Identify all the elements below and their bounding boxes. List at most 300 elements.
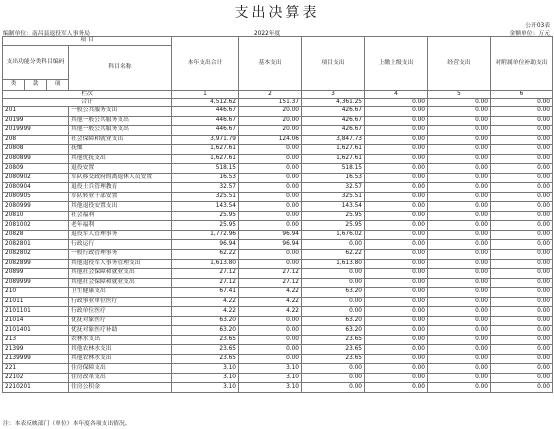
row-code: 221 xyxy=(3,364,69,374)
currency-label: 金额单位：万元 xyxy=(509,31,550,37)
row-value-3: 63.20 xyxy=(302,326,365,336)
row-value-4: 0.00 xyxy=(365,145,428,155)
row-value-1: 27.12 xyxy=(172,278,239,288)
table-row xyxy=(3,135,553,145)
row-value-1: 4.22 xyxy=(172,307,239,317)
row-value-3: 426.67 xyxy=(302,126,365,136)
row-value-3: 0.00 xyxy=(302,373,365,383)
row-code: 2210201 xyxy=(3,383,69,393)
col-header-4: 上缴上级支出 xyxy=(365,37,428,91)
row-value-2: 0.00 xyxy=(239,316,302,326)
row-name: 一般公共服务支出 xyxy=(69,107,172,117)
row-name: 其他优抚支出 xyxy=(69,154,172,164)
row-value-6: 0.00 xyxy=(491,135,553,145)
row-value-4: 0.00 xyxy=(365,249,428,259)
col-num-3: 3 xyxy=(302,91,365,99)
row-name: 其他退役安置支出 xyxy=(69,202,172,212)
row-code: 20199 xyxy=(3,116,69,126)
page-title: 支出决算表 xyxy=(234,5,320,21)
row-value-1: 25.95 xyxy=(172,211,239,221)
row-value-4: 0.00 xyxy=(365,183,428,193)
row-value-2: 3.10 xyxy=(239,383,302,393)
row-name: 老年福利 xyxy=(69,221,172,231)
row-value-2: 0.00 xyxy=(239,173,302,183)
row-value-2: 3.10 xyxy=(239,373,302,383)
row-name: 退役安置 xyxy=(69,164,172,174)
row-value-6: 0.00 xyxy=(491,211,553,221)
table-row xyxy=(3,192,553,202)
row-value-1: 63.20 xyxy=(172,326,239,336)
row-name: 军队移交政府的离退休人员安置 xyxy=(69,173,172,183)
row-code: 2082802 xyxy=(3,249,69,259)
row-code: 2080904 xyxy=(3,183,69,193)
row-value-2: 4.22 xyxy=(239,307,302,317)
name-header: 科目名称 xyxy=(69,46,172,91)
table-note: 注：本表反映部门（单位）本年度各项支出情况。 xyxy=(3,421,131,427)
row-code: 201 xyxy=(3,107,69,117)
row-code: 2101401 xyxy=(3,326,69,336)
row-value-5: 0.00 xyxy=(428,307,491,317)
row-value-6: 0.00 xyxy=(491,249,553,259)
row-value-5: 0.00 xyxy=(428,364,491,374)
row-value-4: 0.00 xyxy=(365,345,428,355)
row-value-2: 0.00 xyxy=(239,202,302,212)
row-value-1: 62.22 xyxy=(172,249,239,259)
row-value-5: 0.00 xyxy=(428,354,491,364)
row-value-6: 0.00 xyxy=(491,288,553,298)
col-num-2: 2 xyxy=(239,91,302,99)
row-code: 213 xyxy=(3,335,69,345)
row-value-6: 0.00 xyxy=(491,240,553,250)
row-value-4: 0.00 xyxy=(365,240,428,250)
row-code: 2081002 xyxy=(3,221,69,231)
row-value-2: 0.00 xyxy=(239,145,302,155)
row-value-3: 1,627.61 xyxy=(302,145,365,155)
table-row xyxy=(3,335,553,345)
xiang-header: 项 xyxy=(47,80,69,91)
item-header: 项 目 xyxy=(3,37,172,46)
table-row xyxy=(3,345,553,355)
row-name: 其他一般公共服务支出 xyxy=(69,116,172,126)
row-value-4: 0.00 xyxy=(365,297,428,307)
table-row xyxy=(3,249,553,259)
table-row xyxy=(3,326,553,336)
row-value-4: 0.00 xyxy=(365,221,428,231)
table-row xyxy=(3,316,553,326)
row-value-4: 0.00 xyxy=(365,164,428,174)
row-value-6: 0.00 xyxy=(491,107,553,117)
row-value-3: 16.53 xyxy=(302,173,365,183)
table-row xyxy=(3,288,553,298)
row-name: 社会福利 xyxy=(69,211,172,221)
row-value-6: 0.00 xyxy=(491,326,553,336)
row-code: 210 xyxy=(3,288,69,298)
row-value-3: 25.95 xyxy=(302,221,365,231)
row-code: 20810 xyxy=(3,211,69,221)
row-value-3: 143.54 xyxy=(302,202,365,212)
row-value-6: 0.00 xyxy=(491,183,553,193)
row-value-4: 0.00 xyxy=(365,135,428,145)
row-value-6: 0.00 xyxy=(491,278,553,288)
row-value-2: 0.00 xyxy=(239,259,302,269)
col-header-5: 经营支出 xyxy=(428,37,491,91)
row-value-6: 0.00 xyxy=(491,230,553,240)
row-name: 其他社会保障和就业支出 xyxy=(69,278,172,288)
row-value-1: 16.53 xyxy=(172,173,239,183)
row-value-1: 27.12 xyxy=(172,269,239,279)
row-value-3: 426.67 xyxy=(302,116,365,126)
row-value-3: 63.20 xyxy=(302,316,365,326)
row-value-4: 0.00 xyxy=(365,278,428,288)
row-value-2: 124.06 xyxy=(239,135,302,145)
row-value-4: 0.00 xyxy=(365,354,428,364)
table-row xyxy=(3,145,553,155)
table-row xyxy=(3,269,553,279)
col-num-5: 5 xyxy=(428,91,491,99)
row-value-4: 0.00 xyxy=(365,116,428,126)
row-value-4: 0.00 xyxy=(365,373,428,383)
row-name: 住房改革支出 xyxy=(69,373,172,383)
row-code: 20828 xyxy=(3,230,69,240)
row-value-3: 62.22 xyxy=(302,249,365,259)
row-value-3: 23.65 xyxy=(302,354,365,364)
total-value-5: 0.00 xyxy=(428,99,491,107)
row-value-5: 0.00 xyxy=(428,183,491,193)
row-value-1: 518.15 xyxy=(172,164,239,174)
row-name: 行政单位医疗 xyxy=(69,307,172,317)
row-value-4: 0.00 xyxy=(365,259,428,269)
row-value-4: 0.00 xyxy=(365,107,428,117)
row-value-6: 0.00 xyxy=(491,373,553,383)
row-code: 2080902 xyxy=(3,173,69,183)
row-name: 优抚对象医疗 xyxy=(69,316,172,326)
table-row xyxy=(3,154,553,164)
row-name: 卫生健康支出 xyxy=(69,288,172,298)
row-value-1: 23.65 xyxy=(172,335,239,345)
row-value-1: 96.94 xyxy=(172,240,239,250)
row-value-6: 0.00 xyxy=(491,307,553,317)
total-value-6: 0.00 xyxy=(491,99,553,107)
row-value-6: 0.00 xyxy=(491,269,553,279)
row-value-5: 0.00 xyxy=(428,145,491,155)
row-code: 20899 xyxy=(3,269,69,279)
row-value-2: 0.00 xyxy=(239,154,302,164)
row-value-5: 0.00 xyxy=(428,249,491,259)
row-value-6: 0.00 xyxy=(491,154,553,164)
form-code: 公开03表 xyxy=(525,23,550,29)
row-value-2: 0.00 xyxy=(239,192,302,202)
row-value-2: 20.00 xyxy=(239,126,302,136)
row-value-4: 0.00 xyxy=(365,307,428,317)
table-row xyxy=(3,297,553,307)
row-value-5: 0.00 xyxy=(428,288,491,298)
row-value-4: 0.00 xyxy=(365,192,428,202)
row-value-6: 0.00 xyxy=(491,354,553,364)
row-value-5: 0.00 xyxy=(428,259,491,269)
row-value-1: 1,627.61 xyxy=(172,145,239,155)
row-value-5: 0.00 xyxy=(428,211,491,221)
row-value-6: 0.00 xyxy=(491,173,553,183)
row-value-5: 0.00 xyxy=(428,345,491,355)
row-value-2: 96.94 xyxy=(239,230,302,240)
row-value-1: 446.67 xyxy=(172,107,239,117)
row-value-6: 0.00 xyxy=(491,316,553,326)
row-value-2: 0.00 xyxy=(239,354,302,364)
row-value-5: 0.00 xyxy=(428,173,491,183)
row-value-1: 1,772.96 xyxy=(172,230,239,240)
row-value-5: 0.00 xyxy=(428,135,491,145)
row-value-3: 0.00 xyxy=(302,383,365,393)
row-value-5: 0.00 xyxy=(428,164,491,174)
row-code: 21011 xyxy=(3,297,69,307)
unit-label: 编制单位：南昌县退役军人事务局 xyxy=(3,31,90,37)
row-name: 其他社会保障和就业支出 xyxy=(69,269,172,279)
row-value-1: 4.22 xyxy=(172,297,239,307)
row-value-1: 446.67 xyxy=(172,126,239,136)
row-value-5: 0.00 xyxy=(428,107,491,117)
table-row xyxy=(3,373,553,383)
row-name: 其他农林水支出 xyxy=(69,354,172,364)
row-code: 2089999 xyxy=(3,278,69,288)
row-value-5: 0.00 xyxy=(428,230,491,240)
row-value-5: 0.00 xyxy=(428,116,491,126)
row-value-3: 3,847.73 xyxy=(302,135,365,145)
row-code: 20808 xyxy=(3,145,69,155)
table-body xyxy=(3,107,553,393)
table-row xyxy=(3,240,553,250)
row-value-1: 446.67 xyxy=(172,116,239,126)
row-value-6: 0.00 xyxy=(491,364,553,374)
row-value-2: 4.22 xyxy=(239,297,302,307)
row-value-3: 23.65 xyxy=(302,345,365,355)
row-value-4: 0.00 xyxy=(365,383,428,393)
row-name: 其他农林水支出 xyxy=(69,345,172,355)
table-row xyxy=(3,307,553,317)
row-value-5: 0.00 xyxy=(428,192,491,202)
class-header: 类 xyxy=(3,80,25,91)
lanci-label: 栏次 xyxy=(3,91,172,99)
row-value-1: 23.65 xyxy=(172,345,239,355)
row-value-4: 0.00 xyxy=(365,288,428,298)
kuan-header: 款 xyxy=(25,80,47,91)
row-code: 2080905 xyxy=(3,192,69,202)
table-row xyxy=(3,116,553,126)
row-value-5: 0.00 xyxy=(428,154,491,164)
row-value-6: 0.00 xyxy=(491,259,553,269)
row-value-2: 0.00 xyxy=(239,326,302,336)
row-name: 退役士兵管理教育 xyxy=(69,183,172,193)
year-label: 2022年度 xyxy=(254,31,281,37)
row-value-4: 0.00 xyxy=(365,230,428,240)
col-num-4: 4 xyxy=(365,91,428,99)
row-code: 21014 xyxy=(3,316,69,326)
row-value-2: 20.00 xyxy=(239,107,302,117)
row-value-4: 0.00 xyxy=(365,316,428,326)
row-value-5: 0.00 xyxy=(428,326,491,336)
row-value-6: 0.00 xyxy=(491,126,553,136)
col-header-3: 项目支出 xyxy=(302,37,365,91)
row-value-3: 0.00 xyxy=(302,307,365,317)
row-value-4: 0.00 xyxy=(365,335,428,345)
row-value-3: 0.00 xyxy=(302,297,365,307)
row-name: 行政运行 xyxy=(69,240,172,250)
row-value-2: 20.00 xyxy=(239,116,302,126)
row-value-2: 0.00 xyxy=(239,221,302,231)
total-value-3: 4,361.25 xyxy=(302,99,365,107)
col-header-1: 本年支出合计 xyxy=(172,37,239,91)
row-value-1: 3,971.79 xyxy=(172,135,239,145)
row-value-2: 0.00 xyxy=(239,345,302,355)
row-value-2: 0.00 xyxy=(239,183,302,193)
row-name: 住房保障支出 xyxy=(69,364,172,374)
row-value-6: 0.00 xyxy=(491,202,553,212)
row-code: 22102 xyxy=(3,373,69,383)
row-value-3: 25.95 xyxy=(302,211,365,221)
row-code: 208 xyxy=(3,135,69,145)
row-value-2: 0.00 xyxy=(239,164,302,174)
row-value-5: 0.00 xyxy=(428,240,491,250)
row-value-4: 0.00 xyxy=(365,326,428,336)
row-value-4: 0.00 xyxy=(365,126,428,136)
row-value-6: 0.00 xyxy=(491,297,553,307)
row-value-1: 25.95 xyxy=(172,221,239,231)
row-value-2: 0.00 xyxy=(239,211,302,221)
table-row xyxy=(3,183,553,193)
row-name: 其他一般公共服务支出 xyxy=(69,126,172,136)
row-value-6: 0.00 xyxy=(491,221,553,231)
row-name: 社会保障和就业支出 xyxy=(69,135,172,145)
row-name: 住房公积金 xyxy=(69,383,172,393)
row-code: 2139999 xyxy=(3,354,69,364)
row-value-5: 0.00 xyxy=(428,269,491,279)
row-name: 优抚对象医疗补助 xyxy=(69,326,172,336)
row-value-3: 0.00 xyxy=(302,240,365,250)
table-row xyxy=(3,164,553,174)
row-name: 其他退役军人事务管理支出 xyxy=(69,259,172,269)
table-row xyxy=(3,126,553,136)
row-value-3: 1,613.80 xyxy=(302,259,365,269)
row-value-1: 32.57 xyxy=(172,183,239,193)
row-name: 行政事业单位医疗 xyxy=(69,297,172,307)
row-code: 2019999 xyxy=(3,126,69,136)
row-value-5: 0.00 xyxy=(428,297,491,307)
row-code: 2082899 xyxy=(3,259,69,269)
row-value-6: 0.00 xyxy=(491,383,553,393)
row-value-3: 1,676.02 xyxy=(302,230,365,240)
row-value-5: 0.00 xyxy=(428,373,491,383)
table-row xyxy=(3,259,553,269)
row-value-3: 1,627.61 xyxy=(302,154,365,164)
row-value-1: 1,613.80 xyxy=(172,259,239,269)
row-code: 2080999 xyxy=(3,202,69,212)
row-value-5: 0.00 xyxy=(428,383,491,393)
code-group-header: 支出功能分类科目编码 xyxy=(3,46,69,80)
row-code: 2080899 xyxy=(3,154,69,164)
row-value-3: 325.51 xyxy=(302,192,365,202)
row-name: 退役军人管理事务 xyxy=(69,230,172,240)
row-value-1: 3.10 xyxy=(172,383,239,393)
total-value-1: 4,512.62 xyxy=(172,99,239,107)
table-row xyxy=(3,278,553,288)
table-row xyxy=(3,383,553,393)
row-value-2: 3.10 xyxy=(239,364,302,374)
row-value-6: 0.00 xyxy=(491,192,553,202)
row-code: 2101101 xyxy=(3,307,69,317)
col-num-6: 6 xyxy=(491,91,553,99)
row-value-1: 63.20 xyxy=(172,316,239,326)
table-row xyxy=(3,202,553,212)
row-value-2: 96.94 xyxy=(239,240,302,250)
row-value-1: 1,627.61 xyxy=(172,154,239,164)
row-name: 农林水支出 xyxy=(69,335,172,345)
row-value-2: 27.12 xyxy=(239,278,302,288)
row-value-4: 0.00 xyxy=(365,202,428,212)
row-value-2: 0.00 xyxy=(239,335,302,345)
row-value-6: 0.00 xyxy=(491,116,553,126)
row-value-3: 0.00 xyxy=(302,364,365,374)
row-value-3: 63.20 xyxy=(302,288,365,298)
row-value-2: 0.00 xyxy=(239,249,302,259)
row-value-4: 0.00 xyxy=(365,211,428,221)
col-num-1: 1 xyxy=(172,91,239,99)
row-value-4: 0.00 xyxy=(365,154,428,164)
row-value-4: 0.00 xyxy=(365,364,428,374)
row-value-2: 4.22 xyxy=(239,288,302,298)
row-value-4: 0.00 xyxy=(365,173,428,183)
row-value-5: 0.00 xyxy=(428,335,491,345)
row-value-1: 143.54 xyxy=(172,202,239,212)
table-row xyxy=(3,107,553,117)
row-name: 抚恤 xyxy=(69,145,172,155)
expenditure-table xyxy=(2,36,553,393)
row-value-4: 0.00 xyxy=(365,269,428,279)
row-value-2: 27.12 xyxy=(239,269,302,279)
row-value-5: 0.00 xyxy=(428,316,491,326)
table-row xyxy=(3,364,553,374)
col-header-6: 对附属单位补助支出 xyxy=(491,37,553,91)
total-value-4: 0.00 xyxy=(365,99,428,107)
row-value-1: 325.51 xyxy=(172,192,239,202)
row-value-3: 0.00 xyxy=(302,278,365,288)
row-name: 军队转业干部安置 xyxy=(69,192,172,202)
row-value-3: 518.15 xyxy=(302,164,365,174)
row-code: 20809 xyxy=(3,164,69,174)
row-code: 21399 xyxy=(3,345,69,355)
row-value-5: 0.00 xyxy=(428,126,491,136)
row-value-3: 0.00 xyxy=(302,269,365,279)
row-value-6: 0.00 xyxy=(491,345,553,355)
row-value-5: 0.00 xyxy=(428,221,491,231)
row-value-6: 0.00 xyxy=(491,145,553,155)
row-name: 一般行政管理事务 xyxy=(69,249,172,259)
row-code: 2082801 xyxy=(3,240,69,250)
row-value-3: 426.67 xyxy=(302,107,365,117)
table-row xyxy=(3,221,553,231)
total-label: 合计 xyxy=(3,99,172,107)
row-value-1: 23.65 xyxy=(172,354,239,364)
row-value-6: 0.00 xyxy=(491,335,553,345)
col-header-2: 基本支出 xyxy=(239,37,302,91)
row-value-5: 0.00 xyxy=(428,202,491,212)
total-value-2: 151.37 xyxy=(239,99,302,107)
table-row xyxy=(3,354,553,364)
row-value-1: 3.10 xyxy=(172,364,239,374)
table-row xyxy=(3,173,553,183)
row-value-3: 23.65 xyxy=(302,335,365,345)
table-row xyxy=(3,211,553,221)
row-value-5: 0.00 xyxy=(428,278,491,288)
row-value-1: 3.10 xyxy=(172,373,239,383)
